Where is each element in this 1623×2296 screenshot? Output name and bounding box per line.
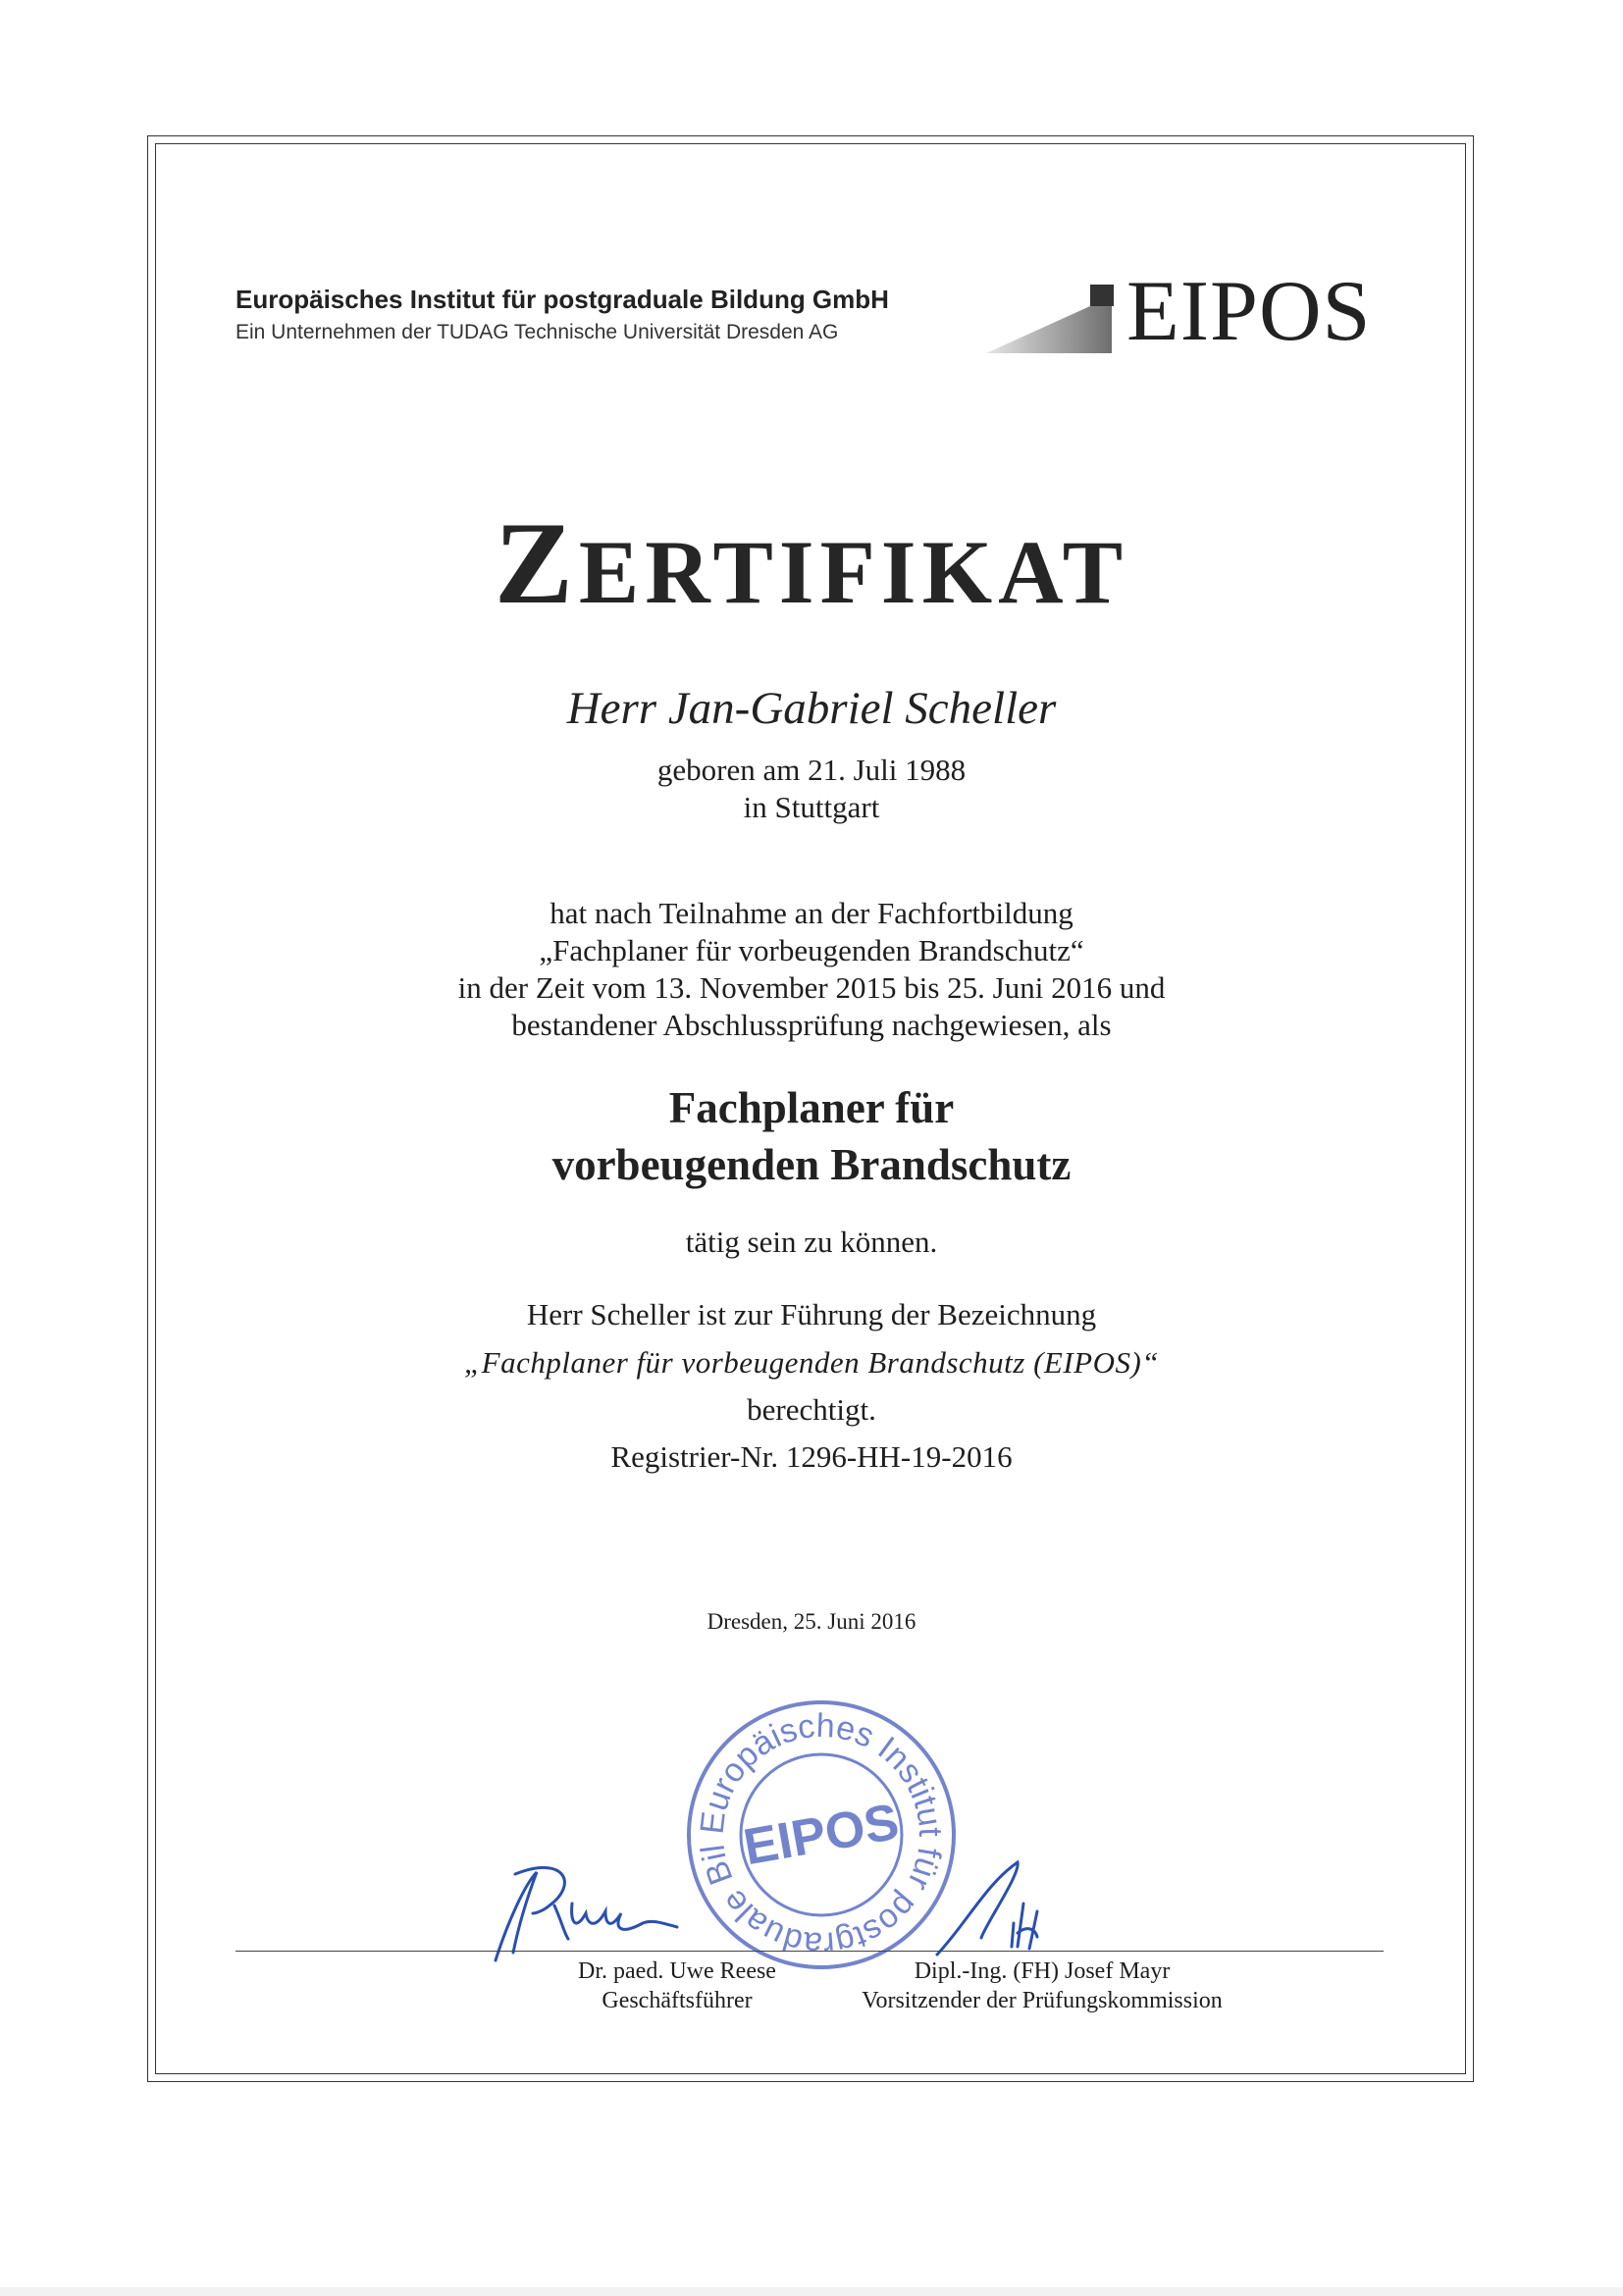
signature-line: [236, 1951, 1384, 1952]
body-line: hat nach Teilnahme an der Fachfortbildung: [550, 896, 1073, 930]
designation: „Fachplaner für vorbeugenden Brandschutz (EIPOS)“: [463, 1345, 1160, 1380]
institute-header: [236, 285, 889, 344]
logo-wedge-icon: [986, 277, 1133, 355]
able-line: tätig sein zu können.: [685, 1225, 938, 1259]
body-line: bestandener Abschlussprüfung nachgewiesen, als: [511, 1008, 1112, 1042]
qualification-line: vorbeugenden Brandschutz: [551, 1140, 1072, 1189]
eipos-logo: [986, 264, 1388, 359]
stamp-seal-icon: [679, 1693, 964, 1977]
signatory-name: Dr. paed. Uwe Reese: [578, 1958, 776, 1984]
scan-edge: [0, 2287, 1623, 2296]
institute-subtitle: Ein Unternehmen der TUDAG Technische Universität Dresden AG: [236, 321, 839, 343]
place-date: Dresden, 25. Juni 2016: [707, 1609, 916, 1634]
qualification-line: Fachplaner für: [668, 1083, 955, 1132]
signatory-reese: [559, 1957, 795, 2015]
signatory-role: Vorsitzender der Prüfungskommission: [862, 1988, 1223, 2013]
institute-stamp: [679, 1693, 964, 1977]
title-rest: ERTIFIKAT: [578, 522, 1129, 622]
stamp-center-text: EIPOS: [739, 1793, 904, 1877]
signatory-mayr: [836, 1957, 1248, 2015]
signatory-role: Geschäftsführer: [602, 1988, 753, 2013]
signature-reese: [456, 1845, 682, 1972]
body-line: in der Zeit vom 13. November 2015 bis 25. Juni 2016 und: [457, 970, 1166, 1005]
logo-wordmark: EIPOS: [1126, 264, 1372, 359]
stamp-ring-text: Europäisches Institut für postgraduale Bil: [693, 1706, 950, 1963]
registration-number: Registrier-Nr. 1296-HH-19-2016: [610, 1439, 1013, 1474]
qualification-title: [157, 1079, 1466, 1193]
holder-name: Herr Jan-Gabriel Scheller: [566, 683, 1057, 734]
title-initial: Z: [494, 497, 579, 628]
body-line: „Fachplaner für vorbeugenden Brandschutz“: [539, 933, 1084, 967]
signatory-name: Dipl.-Ing. (FH) Josef Mayr: [914, 1958, 1171, 1984]
birth-date: geboren am 21. Juli 1988: [656, 753, 967, 787]
institute-name: Europäisches Institut für postgraduale Bildung GmbH: [236, 285, 889, 314]
birth-place: in Stuttgart: [743, 790, 880, 824]
entitled-line: berechtigt.: [747, 1392, 876, 1427]
certificate-title: [157, 496, 1466, 631]
designation-intro: Herr Scheller ist zur Führung der Bezeichnung: [526, 1297, 1097, 1331]
